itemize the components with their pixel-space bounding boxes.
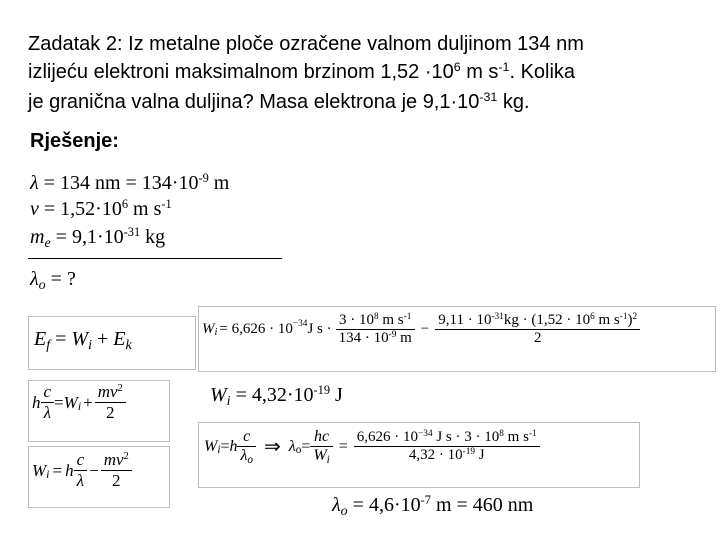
exp: -9: [198, 171, 209, 186]
unit: kg: [140, 226, 166, 248]
given-velocity: [30, 198, 172, 221]
two: 2: [101, 470, 132, 491]
lambda-symbol: λ: [240, 447, 248, 464]
exp: 2: [117, 383, 123, 395]
equals: =: [50, 328, 72, 350]
exp: -7: [420, 493, 431, 508]
exp: -1: [619, 311, 628, 322]
equals: =: [220, 437, 230, 455]
given-underline: [28, 258, 282, 259]
value: = 1,52·10: [38, 198, 122, 220]
problem-text-2b: m s: [460, 61, 499, 83]
exp: 6: [590, 311, 595, 322]
lambda-symbol: λ: [332, 494, 341, 516]
value: = ?: [45, 268, 76, 290]
h-formula: [32, 382, 126, 423]
subscript: o: [295, 443, 302, 456]
equals: =: [54, 392, 64, 412]
lambda-symbol: λ: [76, 471, 85, 490]
c-over-lambda-o: [237, 428, 256, 465]
h-symbol: h: [32, 392, 41, 412]
subscript: i: [77, 398, 82, 413]
lambda-symbol: λ: [30, 172, 39, 194]
solution-title: Rješenje:: [30, 130, 119, 152]
given-lambda: [30, 172, 229, 195]
subscript: o: [340, 504, 348, 520]
exp: -1: [528, 428, 537, 439]
ek-symbol: E: [113, 328, 126, 350]
exp: 2: [123, 451, 129, 463]
two: 2: [435, 329, 640, 347]
problem-line-2: [28, 58, 708, 88]
w-symbol: W: [63, 392, 78, 412]
unit: m: [396, 330, 412, 346]
exp: 6: [453, 60, 461, 75]
unit: m s: [503, 429, 529, 445]
two: 2: [95, 402, 126, 423]
lambda-symbol: λ: [43, 403, 51, 422]
exp: 8: [373, 311, 379, 322]
problem-text-2a: izlijeću elektroni maksimalnom brzinom 1,52 ·10: [28, 61, 454, 83]
exp: -31: [491, 311, 504, 322]
w-symbol: W: [210, 384, 227, 406]
c-over-lambda: [74, 450, 88, 491]
exp: 2: [632, 311, 638, 322]
given-mass: [30, 225, 166, 252]
task-label: Zadatak 2:: [28, 33, 123, 55]
lambda-o-values: [354, 429, 540, 464]
w-symbol: W: [71, 328, 89, 350]
exp: -19: [462, 446, 476, 457]
wi-calculation: [202, 312, 640, 347]
equals: =: [301, 437, 311, 455]
unit: m s: [128, 198, 162, 220]
c-symbol: c: [43, 382, 52, 401]
kinetic-fraction: [95, 382, 126, 423]
wi-result: [210, 383, 343, 410]
exp: -1: [403, 311, 412, 322]
exp: −34: [418, 428, 433, 439]
value: = 4,6·10: [347, 494, 421, 516]
w-formula: [32, 450, 132, 491]
subscript: o: [38, 278, 46, 294]
subscript: i: [226, 394, 231, 410]
unit: m: [208, 172, 230, 194]
value: = 9,1·10: [50, 226, 124, 248]
c-symbol: c: [243, 428, 251, 445]
unit: m s: [378, 312, 404, 328]
minus: −: [420, 321, 430, 337]
kinetic-fraction: [101, 450, 132, 491]
subscript: i: [217, 443, 221, 456]
subscript: i: [88, 338, 92, 354]
exp: 8: [499, 428, 504, 439]
speed-of-light: 3 · 10: [338, 312, 374, 328]
planck-constant: 6,626 · 10: [356, 429, 419, 445]
work-function-value: 4,32 · 10: [408, 447, 463, 463]
problem-text-3a: je granična valna duljina? Masa elektrona je 9,1·10: [28, 91, 480, 113]
value: = 4,32·10: [230, 384, 314, 406]
unit: m s: [594, 312, 620, 328]
exp: −34: [292, 319, 308, 330]
unit: J s ·: [307, 321, 332, 337]
equals: =: [338, 437, 348, 455]
lambda-o-derivation: [204, 428, 540, 465]
w-symbol: W: [313, 447, 327, 464]
speed-of-light: J s · 3 · 10: [432, 429, 500, 445]
w-symbol: W: [204, 437, 218, 455]
problem-text-3b: kg.: [497, 91, 530, 113]
v-symbol: v: [30, 198, 39, 220]
mv: mv: [103, 450, 124, 469]
mv: mv: [97, 382, 118, 401]
paren: ): [627, 312, 633, 328]
m-symbol: m: [30, 226, 45, 248]
lambda-symbol: λ: [30, 268, 39, 290]
unknown-lambda-o: [30, 268, 76, 294]
mass-value: 9,11 · 10: [438, 312, 492, 328]
hc: hc: [313, 428, 330, 445]
lambda-symbol: λ: [288, 437, 296, 455]
subscript: f: [46, 338, 51, 354]
subscript: i: [46, 466, 50, 481]
w-symbol: W: [32, 460, 47, 480]
hc-over-wi: [310, 428, 332, 465]
subscript: i: [326, 454, 330, 467]
velocity-value: kg · (1,52 · 10: [503, 312, 591, 328]
problem-text-2c: . Kolika: [509, 61, 576, 83]
wavelength-value: 134 · 10: [338, 330, 389, 346]
c-over-lambda: [41, 382, 55, 423]
exp: 6: [121, 197, 129, 212]
subscript: e: [44, 236, 51, 252]
exp: -1: [498, 60, 510, 75]
minus: −: [89, 460, 99, 480]
kinetic-values: [435, 312, 640, 347]
subscript: k: [125, 338, 132, 354]
subscript: o: [247, 454, 253, 467]
final-answer: [332, 493, 534, 520]
exp: -19: [313, 383, 331, 398]
unit: J: [330, 384, 343, 406]
subscript: i: [214, 327, 218, 339]
problem-text-1: Iz metalne ploče ozračene valnom duljinom 134 nm: [122, 33, 584, 55]
problem-line-3: [28, 88, 708, 118]
w-symbol: W: [202, 321, 215, 337]
unit: m = 460 nm: [430, 494, 534, 516]
c-symbol: c: [76, 450, 85, 469]
planck-constant: = 6,626 · 10: [219, 321, 293, 337]
equals: =: [52, 460, 63, 480]
e-symbol: E: [34, 328, 47, 350]
value: = 134 nm = 134·10: [38, 172, 199, 194]
h-symbol: h: [65, 460, 74, 480]
problem-statement: [28, 30, 708, 118]
exp: -1: [161, 197, 172, 212]
problem-line-1: [28, 30, 708, 58]
h-symbol: h: [229, 437, 238, 455]
exp: -31: [479, 90, 498, 105]
c-over-lambda-values: [336, 312, 415, 347]
plus: +: [91, 328, 114, 350]
exp: -9: [388, 329, 397, 340]
implies-arrow: ⇒: [264, 436, 281, 458]
unit: J: [475, 447, 485, 463]
plus: +: [83, 392, 93, 412]
energy-equation: [34, 328, 132, 354]
exp: -31: [123, 225, 141, 240]
